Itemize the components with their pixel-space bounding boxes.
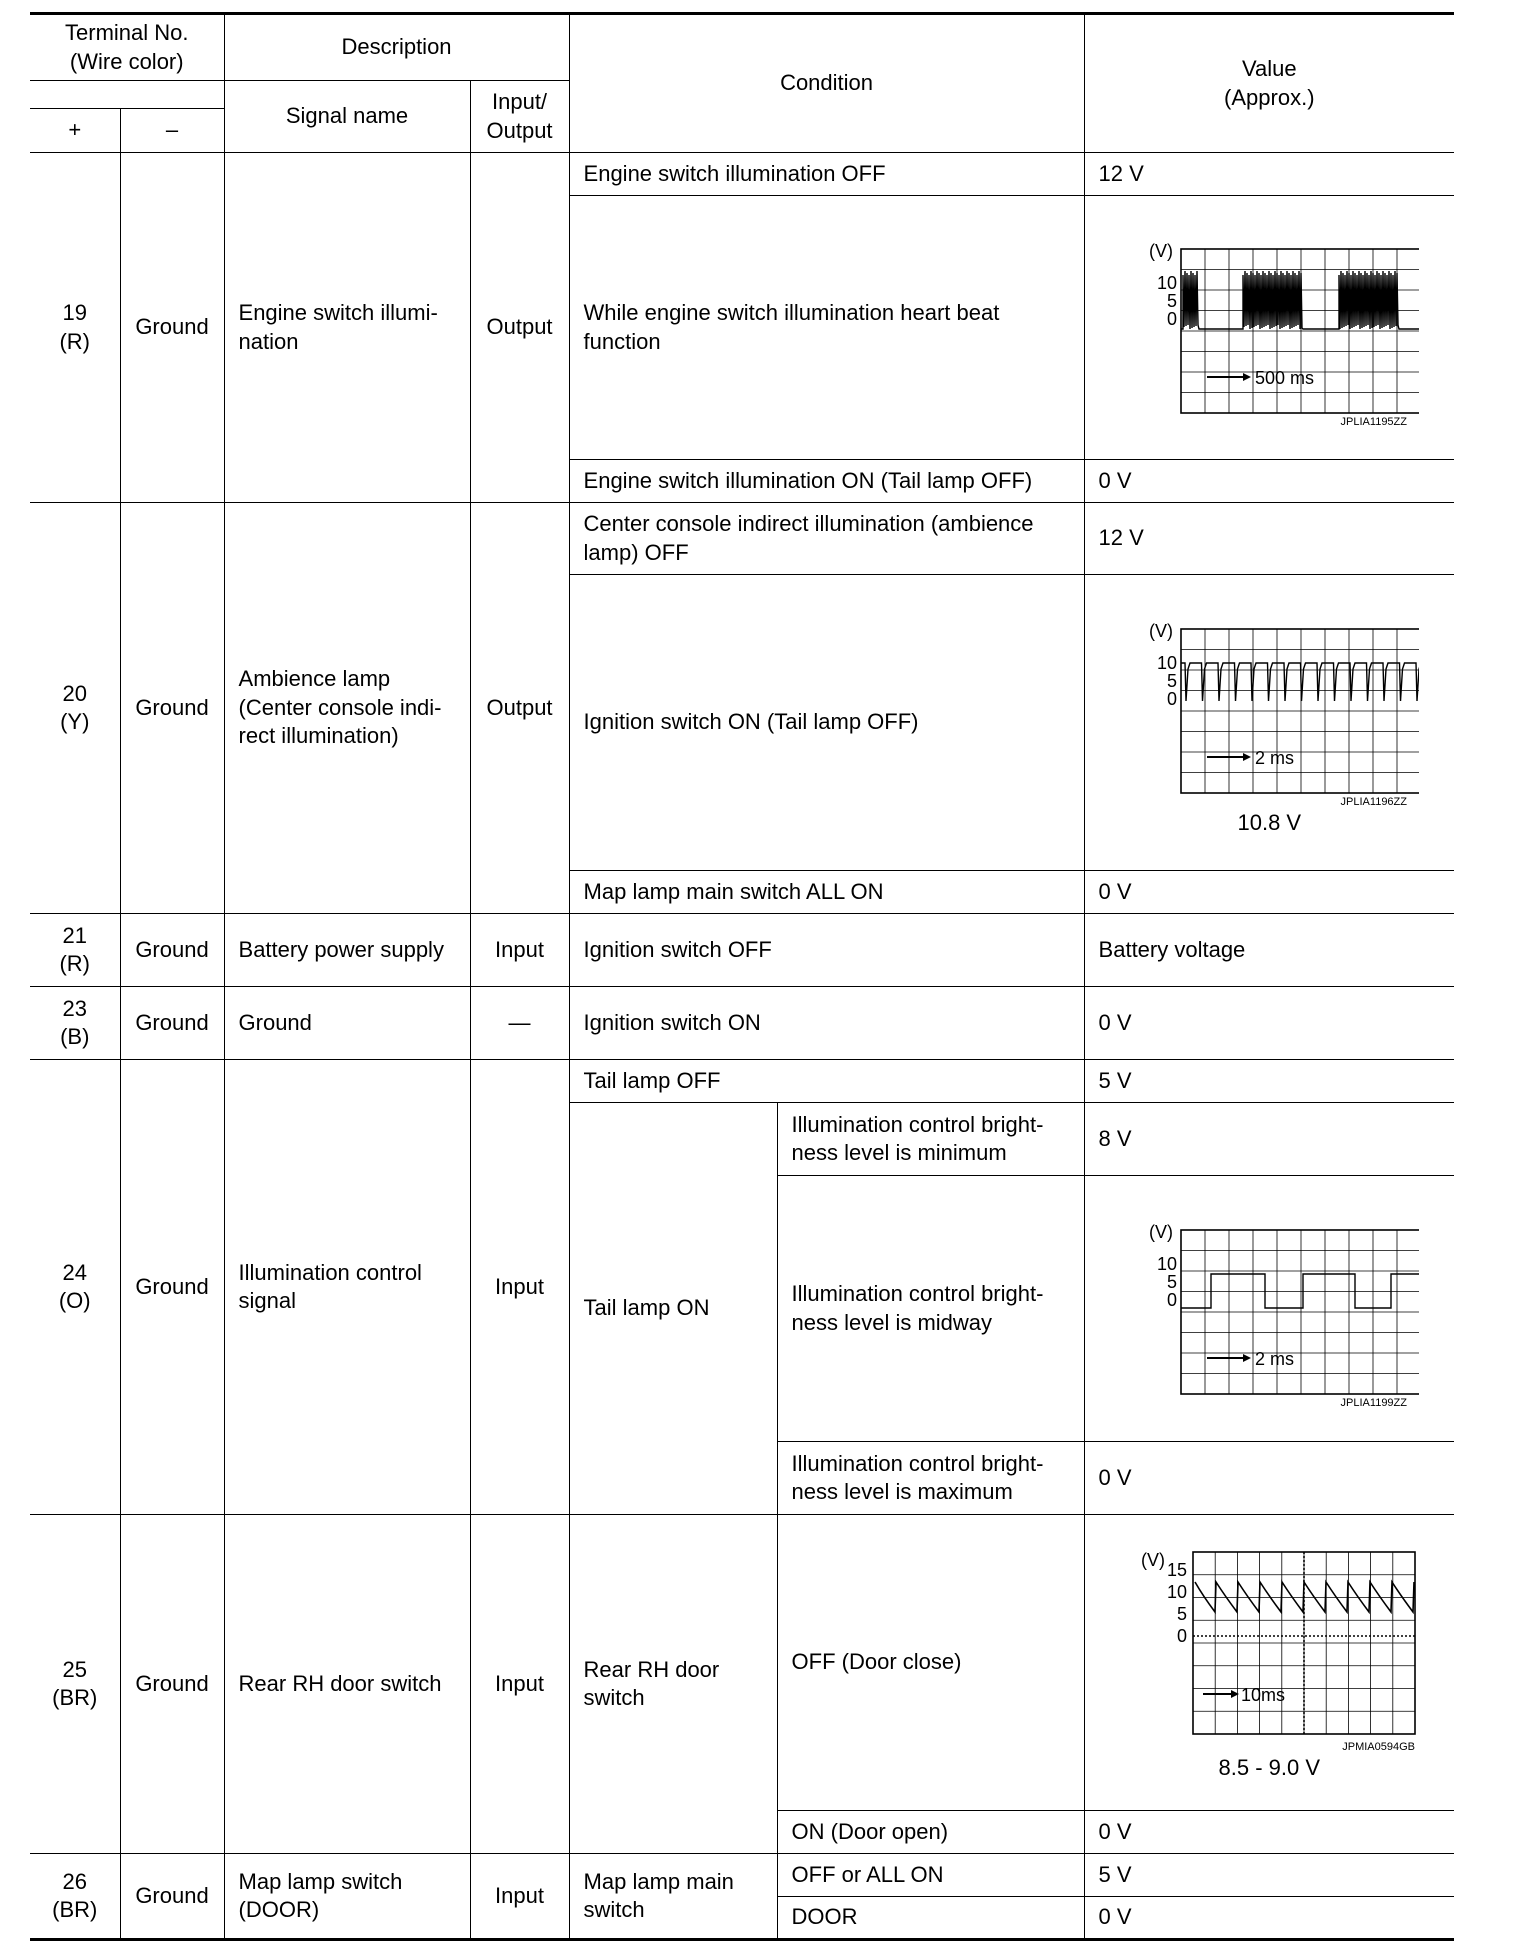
sub-condition: Illumination control bright-ness level is maximum	[777, 1442, 1084, 1515]
condition: Tail lamp OFF	[569, 1060, 1084, 1103]
wire-color: (Y)	[60, 709, 90, 735]
row-21	[30, 914, 1454, 987]
signal-name: Map lamp switch (DOOR)	[224, 1854, 470, 1940]
row-25-a	[30, 1515, 1454, 1811]
waveform-tick: 15	[1167, 1560, 1188, 1581]
terminal-number: 21	[62, 922, 87, 948]
io-type: Input	[470, 1854, 569, 1940]
value-waveform-20	[1084, 575, 1454, 871]
terminal-24	[30, 1060, 120, 1515]
sub-condition: OFF (Door close)	[777, 1515, 1084, 1811]
waveform-tick: 0	[1167, 689, 1178, 710]
io-type: Input	[470, 1060, 569, 1515]
wire-color: (BR)	[52, 1897, 98, 1923]
condition: Rear RH door switch	[569, 1515, 777, 1854]
condition: Ignition switch OFF	[569, 914, 1084, 987]
value-waveform-19	[1084, 196, 1454, 460]
header-output-label: Output	[486, 117, 553, 143]
waveform-tick: 5	[1177, 1604, 1188, 1625]
condition: While engine switch illumination heart beat function	[569, 196, 1084, 460]
waveform-grid	[1181, 1230, 1419, 1394]
row-23	[30, 987, 1454, 1060]
terminal-minus: Ground	[120, 1515, 224, 1854]
waveform-value: 8.5 - 9.0 V	[1218, 1755, 1321, 1781]
terminal-table	[30, 12, 1454, 1941]
waveform-19	[1119, 229, 1419, 429]
terminal-minus: Ground	[120, 987, 224, 1060]
waveform-tick: 10	[1157, 653, 1178, 674]
terminal-number: 26	[62, 1868, 87, 1894]
waveform-grid	[1181, 629, 1419, 793]
waveform-trace	[1181, 271, 1419, 329]
waveform-unit: (V)	[1149, 240, 1174, 261]
value: 5 V	[1084, 1854, 1454, 1897]
terminal-minus: Ground	[120, 153, 224, 503]
header-io	[470, 81, 569, 153]
terminal-minus: Ground	[120, 1854, 224, 1940]
signal-name: Ground	[224, 987, 470, 1060]
waveform-value: 10.8 V	[1237, 810, 1302, 836]
value: 0 V	[1084, 460, 1454, 503]
value: 12 V	[1084, 153, 1454, 196]
terminal-21	[30, 914, 120, 987]
terminal-number: 19	[62, 300, 87, 326]
condition: Ignition switch ON	[569, 987, 1084, 1060]
condition: Engine switch illumination ON (Tail lamp OFF)	[569, 460, 1084, 503]
waveform-tick: 10	[1167, 1582, 1188, 1603]
waveform-unit: (V)	[1149, 1221, 1174, 1242]
header-approx-label: (Approx.)	[1224, 84, 1315, 110]
waveform-time-label: 500 ms	[1255, 367, 1315, 388]
value: 0 V	[1084, 871, 1454, 914]
header-terminal	[30, 14, 224, 81]
value: 12 V	[1084, 503, 1454, 575]
header-condition: Condition	[569, 14, 1084, 153]
waveform-time-label: 10ms	[1241, 1685, 1286, 1706]
terminal-minus: Ground	[120, 914, 224, 987]
value: 0 V	[1084, 987, 1454, 1060]
header-signal-name: Signal name	[224, 81, 470, 153]
value-waveform-25	[1084, 1515, 1454, 1811]
terminal-19	[30, 153, 120, 503]
time-arrow-head	[1243, 373, 1251, 381]
waveform-tick: 5	[1167, 290, 1178, 311]
header-value	[1084, 14, 1454, 153]
waveform-tick: 0	[1167, 308, 1178, 329]
terminal-26	[30, 1854, 120, 1940]
time-arrow-head	[1243, 1354, 1251, 1362]
header-input-label: Input/	[492, 89, 548, 115]
header-wire-color: (Wire color)	[69, 48, 184, 74]
waveform-tick: 0	[1177, 1626, 1188, 1647]
waveform-unit: (V)	[1141, 1550, 1166, 1571]
sub-condition: Illumination control bright-ness level is minimum	[777, 1103, 1084, 1176]
signal-name: Rear RH door switch	[224, 1515, 470, 1854]
row-24-a	[30, 1060, 1454, 1103]
time-arrow-head	[1243, 753, 1251, 761]
waveform-tick: 10	[1157, 1253, 1178, 1274]
sub-condition: Illumination control bright-ness level is midway	[777, 1176, 1084, 1442]
terminal-number: 25	[62, 1656, 87, 1682]
condition: Map lamp main switch ALL ON	[569, 871, 1084, 914]
time-arrow-head	[1231, 1690, 1239, 1698]
wire-color: (R)	[59, 328, 91, 354]
header-spacer	[30, 81, 224, 109]
header-description: Description	[224, 14, 569, 81]
waveform-tick: 0	[1167, 1289, 1178, 1310]
terminal-number: 24	[62, 1259, 87, 1285]
condition: Engine switch illumination OFF	[569, 153, 1084, 196]
waveform-trace	[1181, 663, 1419, 701]
header-plus: +	[30, 109, 120, 153]
waveform-time-label: 2 ms	[1255, 1348, 1295, 1369]
sub-condition: OFF or ALL ON	[777, 1854, 1084, 1897]
waveform-unit: (V)	[1149, 621, 1174, 642]
terminal-number: 20	[62, 680, 87, 706]
value: 0 V	[1084, 1897, 1454, 1940]
signal-name: Engine switch illumi-nation	[224, 153, 470, 503]
value: 5 V	[1084, 1060, 1454, 1103]
condition: Tail lamp ON	[569, 1103, 777, 1515]
header-terminal-no: Terminal No.	[65, 20, 189, 45]
waveform-code: JPLIA1195ZZ	[1340, 415, 1408, 428]
io-type: Output	[470, 503, 569, 914]
value: 0 V	[1084, 1811, 1454, 1854]
waveform-20	[1119, 609, 1419, 809]
terminal-20	[30, 503, 120, 914]
waveform-24	[1119, 1210, 1419, 1410]
terminal-23	[30, 987, 120, 1060]
waveform-grid	[1193, 1552, 1415, 1734]
waveform-code: JPMIA0594GB	[1342, 1741, 1416, 1754]
header-row-1	[30, 14, 1454, 81]
value: 0 V	[1084, 1442, 1454, 1515]
wire-color: (O)	[58, 1288, 91, 1314]
value: Battery voltage	[1084, 914, 1454, 987]
condition: Map lamp main switch	[569, 1854, 777, 1940]
waveform-code: JPLIA1199ZZ	[1340, 1396, 1408, 1409]
wire-color: (B)	[60, 1024, 90, 1050]
waveform-tick: 5	[1167, 1271, 1178, 1292]
row-26-a	[30, 1854, 1454, 1897]
signal-name: Battery power supply	[224, 914, 470, 987]
terminal-number: 23	[62, 995, 87, 1021]
waveform-tick: 5	[1167, 671, 1178, 692]
io-type: Input	[470, 1515, 569, 1854]
io-type: —	[470, 987, 569, 1060]
wire-color: (R)	[59, 951, 91, 977]
row-19-a	[30, 153, 1454, 196]
terminal-minus: Ground	[120, 503, 224, 914]
header-minus: –	[120, 109, 224, 153]
sub-condition: ON (Door open)	[777, 1811, 1084, 1854]
value: 8 V	[1084, 1103, 1454, 1176]
waveform-trace	[1181, 1274, 1419, 1308]
terminal-25	[30, 1515, 120, 1854]
signal-name: Ambience lamp (Center console indi-rect illumination)	[224, 503, 470, 914]
sub-condition: DOOR	[777, 1897, 1084, 1940]
waveform-time-label: 2 ms	[1255, 748, 1295, 769]
row-20-a	[30, 503, 1454, 575]
io-type: Output	[470, 153, 569, 503]
value-waveform-24	[1084, 1176, 1454, 1442]
waveform-25	[1119, 1544, 1419, 1754]
condition: Center console indirect illumination (ambience lamp) OFF	[569, 503, 1084, 575]
header-value-label: Value	[1241, 56, 1297, 81]
wire-color: (BR)	[52, 1685, 98, 1711]
waveform-code: JPLIA1196ZZ	[1340, 796, 1408, 809]
signal-name: Illumination control signal	[224, 1060, 470, 1515]
waveform-tick: 10	[1157, 272, 1178, 293]
terminal-minus: Ground	[120, 1060, 224, 1515]
terminal-table-sheet	[30, 12, 1454, 1941]
condition: Ignition switch ON (Tail lamp OFF)	[569, 575, 1084, 871]
io-type: Input	[470, 914, 569, 987]
